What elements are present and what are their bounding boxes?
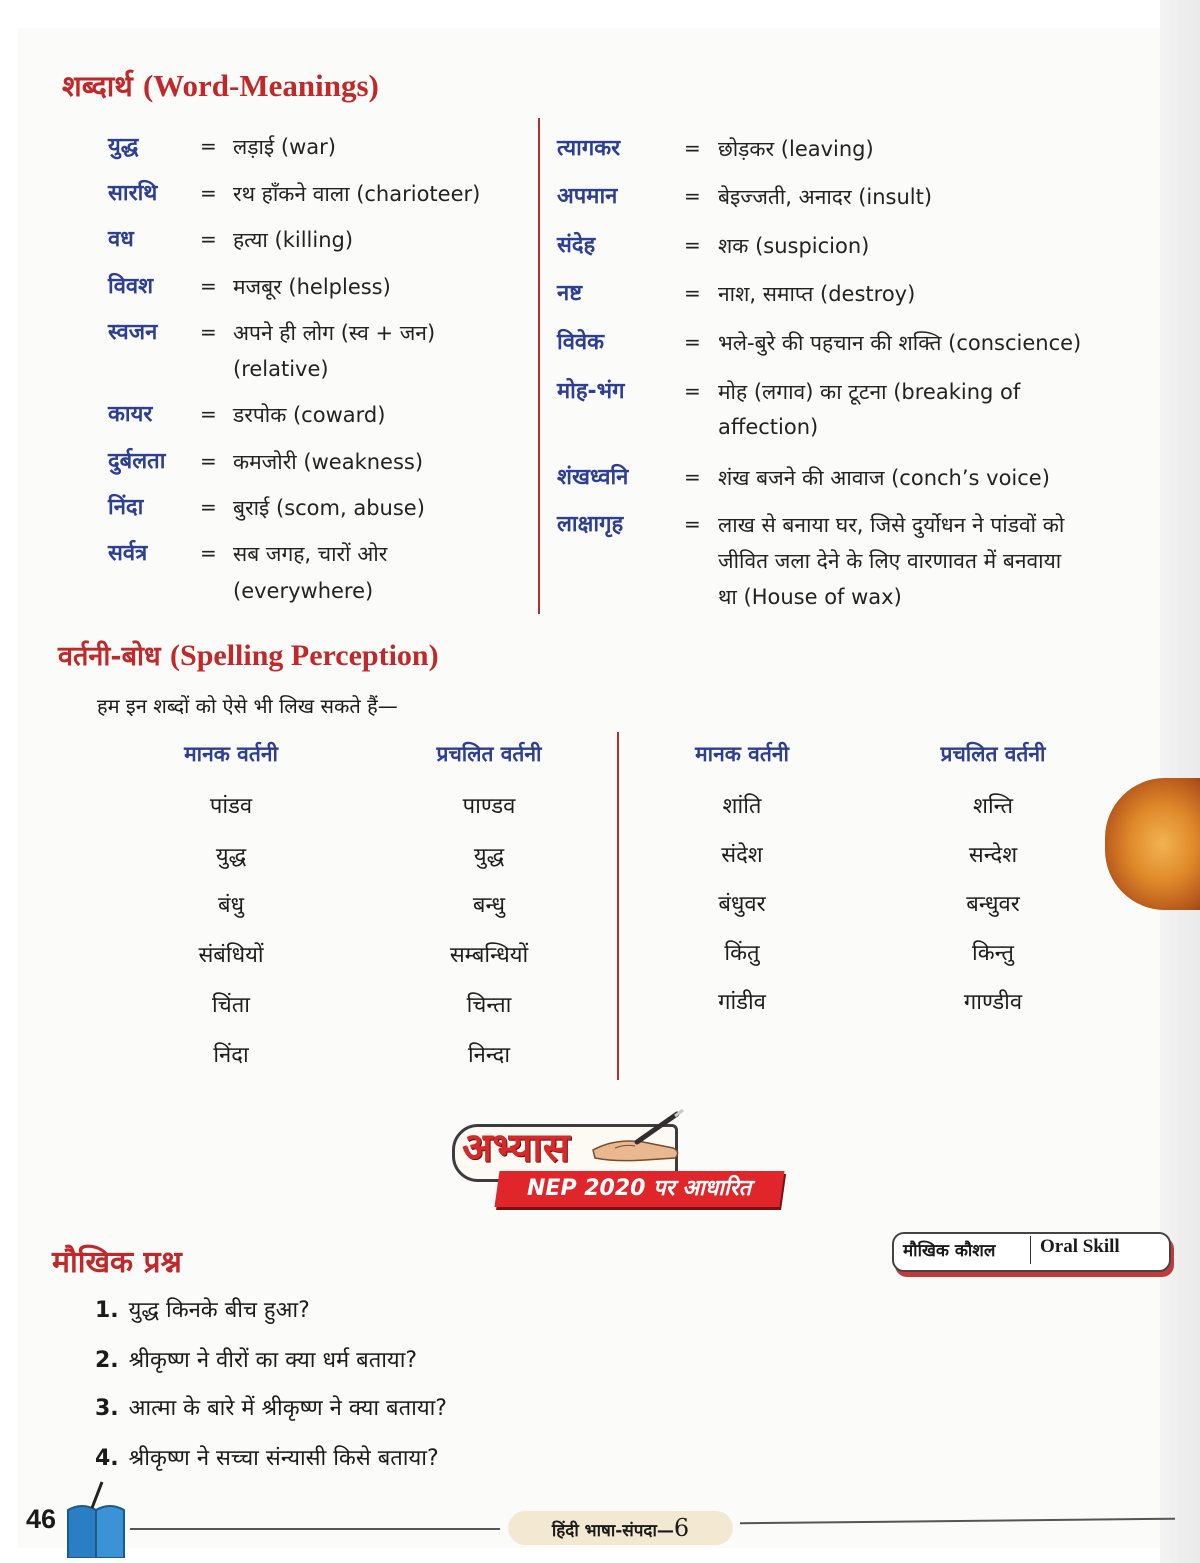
equals-sign: =	[684, 281, 701, 305]
equals-sign: =	[200, 274, 217, 298]
book-title	[508, 1511, 733, 1545]
meaning-cont: (everywhere)	[233, 579, 374, 603]
standard-spelling: पांडव	[209, 794, 253, 819]
tag-separator	[1030, 1236, 1031, 1264]
standard-spelling: शांति	[722, 794, 762, 819]
meaning: कमजोरी (weakness)	[233, 450, 424, 474]
page-number: 46	[26, 1504, 57, 1534]
question-text: आत्मा के बारे में श्रीकृष्ण ने क्या बताया?	[128, 1396, 447, 1421]
meaning: मजबूर (helpless)	[233, 275, 391, 299]
equals-sign: =	[200, 495, 217, 519]
term: नष्ट	[557, 281, 583, 306]
question-text: श्रीकृष्ण ने वीरों का क्या धर्म बताया?	[128, 1348, 418, 1373]
equals-sign: =	[684, 465, 701, 489]
question-number: 4.	[95, 1446, 119, 1471]
term: निंदा	[108, 495, 144, 520]
word-meanings-heading-hi: शब्दार्थ	[62, 69, 133, 103]
common-spelling: बन्धुवर	[966, 892, 1020, 917]
book-title-text: हिंदी भाषा-संपदा—	[551, 1521, 674, 1541]
question-text: श्रीकृष्ण ने सच्चा संन्यासी किसे बताया?	[128, 1446, 439, 1471]
equals-sign: =	[684, 233, 701, 257]
standard-spelling: संदेश	[721, 843, 763, 868]
term: संदेह	[557, 233, 596, 258]
common-spelling: शन्ति	[973, 794, 1013, 819]
meaning: अपने ही लोग (स्व + जन)	[233, 321, 436, 345]
book-icon	[62, 1480, 130, 1558]
oral-skill-hi: मौखिक कौशल	[903, 1241, 996, 1261]
equals-sign: =	[684, 330, 701, 354]
term: त्यागकर	[557, 136, 621, 161]
meaning: सब जगह, चारों ओर	[233, 542, 388, 566]
question-number: 2.	[95, 1348, 119, 1373]
meaning: शक (suspicion)	[718, 234, 870, 258]
common-spelling: निन्दा	[467, 1043, 511, 1068]
column-header: प्रचलित वर्तनी	[436, 742, 542, 766]
spelling-heading-en: (Spelling Perception)	[170, 639, 439, 672]
meaning: शंख बजने की आवाज (conch’s voice)	[718, 466, 1050, 490]
meaning-cont: (relative)	[233, 357, 329, 381]
equals-sign: =	[200, 320, 217, 344]
common-spelling: चिन्ता	[466, 993, 512, 1018]
equals-sign: =	[200, 449, 217, 473]
writing-hand-icon	[585, 1108, 695, 1168]
equals-sign: =	[200, 134, 217, 158]
meaning: हत्या (killing)	[233, 228, 354, 252]
term: विवश	[108, 274, 154, 299]
term: मोह-भंग	[557, 379, 625, 404]
question-item	[95, 1392, 447, 1422]
equals-sign: =	[200, 227, 217, 251]
question-text: युद्ध किनके बीच हुआ?	[128, 1298, 310, 1323]
oral-questions-heading: मौखिक प्रश्न	[52, 1245, 182, 1280]
oral-skill-en: Oral Skill	[1040, 1236, 1120, 1257]
term: सर्वत्र	[108, 541, 148, 566]
term: स्वजन	[108, 320, 158, 345]
equals-sign: =	[200, 181, 217, 205]
common-spelling: बन्धु	[472, 893, 506, 918]
question-item	[95, 1294, 310, 1324]
term: अपमान	[557, 184, 618, 209]
equals-sign: =	[684, 379, 701, 403]
term: वध	[108, 227, 134, 252]
term: दुर्बलता	[108, 449, 166, 474]
nep-banner	[494, 1171, 784, 1207]
meaning: डरपोक (coward)	[233, 403, 386, 427]
equals-sign: =	[684, 512, 701, 536]
spelling-intro: हम इन शब्दों को ऐसे भी लिख सकते हैं—	[97, 694, 398, 718]
common-spelling: युद्ध	[473, 844, 505, 869]
column-header: प्रचलित वर्तनी	[940, 742, 1046, 766]
meaning: भले-बुरे की पहचान की शक्ति (conscience)	[718, 331, 1082, 355]
equals-sign: =	[684, 136, 701, 160]
term: विवेक	[557, 330, 605, 355]
meaning: बेइज्जती, अनादर (insult)	[718, 185, 933, 209]
word-meanings-heading-en: (Word-Meanings)	[142, 68, 379, 103]
meaning: रथ हाँकने वाला (charioteer)	[233, 182, 481, 206]
common-spelling: पाण्डव	[462, 794, 516, 819]
standard-spelling: युद्ध	[215, 844, 247, 869]
equals-sign: =	[200, 541, 217, 565]
equals-sign: =	[684, 184, 701, 208]
meaning: बुराई (scom, abuse)	[233, 496, 425, 520]
meaning: छोड़कर (leaving)	[718, 137, 874, 161]
standard-spelling: निंदा	[213, 1043, 249, 1068]
standard-spelling: बंधु	[217, 893, 245, 918]
meaning-cont: affection)	[718, 415, 819, 439]
spelling-heading	[58, 636, 439, 673]
term: सारथि	[108, 181, 158, 206]
question-item	[95, 1344, 417, 1374]
nep-banner-text: NEP 2020 पर आधारित	[527, 1176, 752, 1201]
meaning: मोह (लगाव) का टूटना (breaking of	[718, 380, 1021, 404]
standard-spelling: गांडीव	[718, 990, 766, 1015]
meaning-cont: जीवित जला देने के लिए वारणावत में बनवाया	[718, 549, 1062, 573]
meaning: लाख से बनाया घर, जिसे दुर्योधन ने पांडवों को	[718, 513, 1065, 537]
meaning: नाश, समाप्त (destroy)	[718, 282, 916, 306]
spelling-heading-hi: वर्तनी-बोध	[58, 641, 161, 672]
word-meanings-heading	[62, 66, 379, 105]
question-number: 1.	[95, 1298, 119, 1323]
exercise-badge: अभ्यास	[462, 1124, 570, 1171]
meaning: लड़ाई (war)	[233, 135, 336, 159]
term: कायर	[108, 402, 153, 427]
common-spelling: सम्बन्धियों	[449, 943, 529, 968]
column-header: मानक वर्तनी	[695, 742, 789, 766]
standard-spelling: चिंता	[212, 993, 250, 1018]
question-item	[95, 1442, 439, 1472]
standard-spelling: संबंधियों	[198, 943, 264, 968]
column-divider	[538, 118, 540, 614]
term: युद्ध	[108, 134, 139, 159]
common-spelling: सन्देश	[968, 843, 1018, 868]
book-volume: 6	[673, 1514, 690, 1542]
common-spelling: गाण्डीव	[963, 990, 1023, 1015]
standard-spelling: बंधुवर	[718, 892, 766, 917]
footer-rule	[130, 1528, 500, 1530]
top-margin	[0, 0, 1200, 28]
term: शंखध्वनि	[557, 465, 629, 490]
spelling-divider	[617, 732, 619, 1080]
meaning-cont: था (House of wax)	[718, 585, 902, 609]
question-number: 3.	[95, 1396, 119, 1421]
equals-sign: =	[200, 402, 217, 426]
column-header: मानक वर्तनी	[184, 742, 278, 766]
term: लाक्षागृह	[557, 512, 624, 537]
common-spelling: किन्तु	[972, 941, 1014, 966]
standard-spelling: किंतु	[724, 941, 760, 966]
